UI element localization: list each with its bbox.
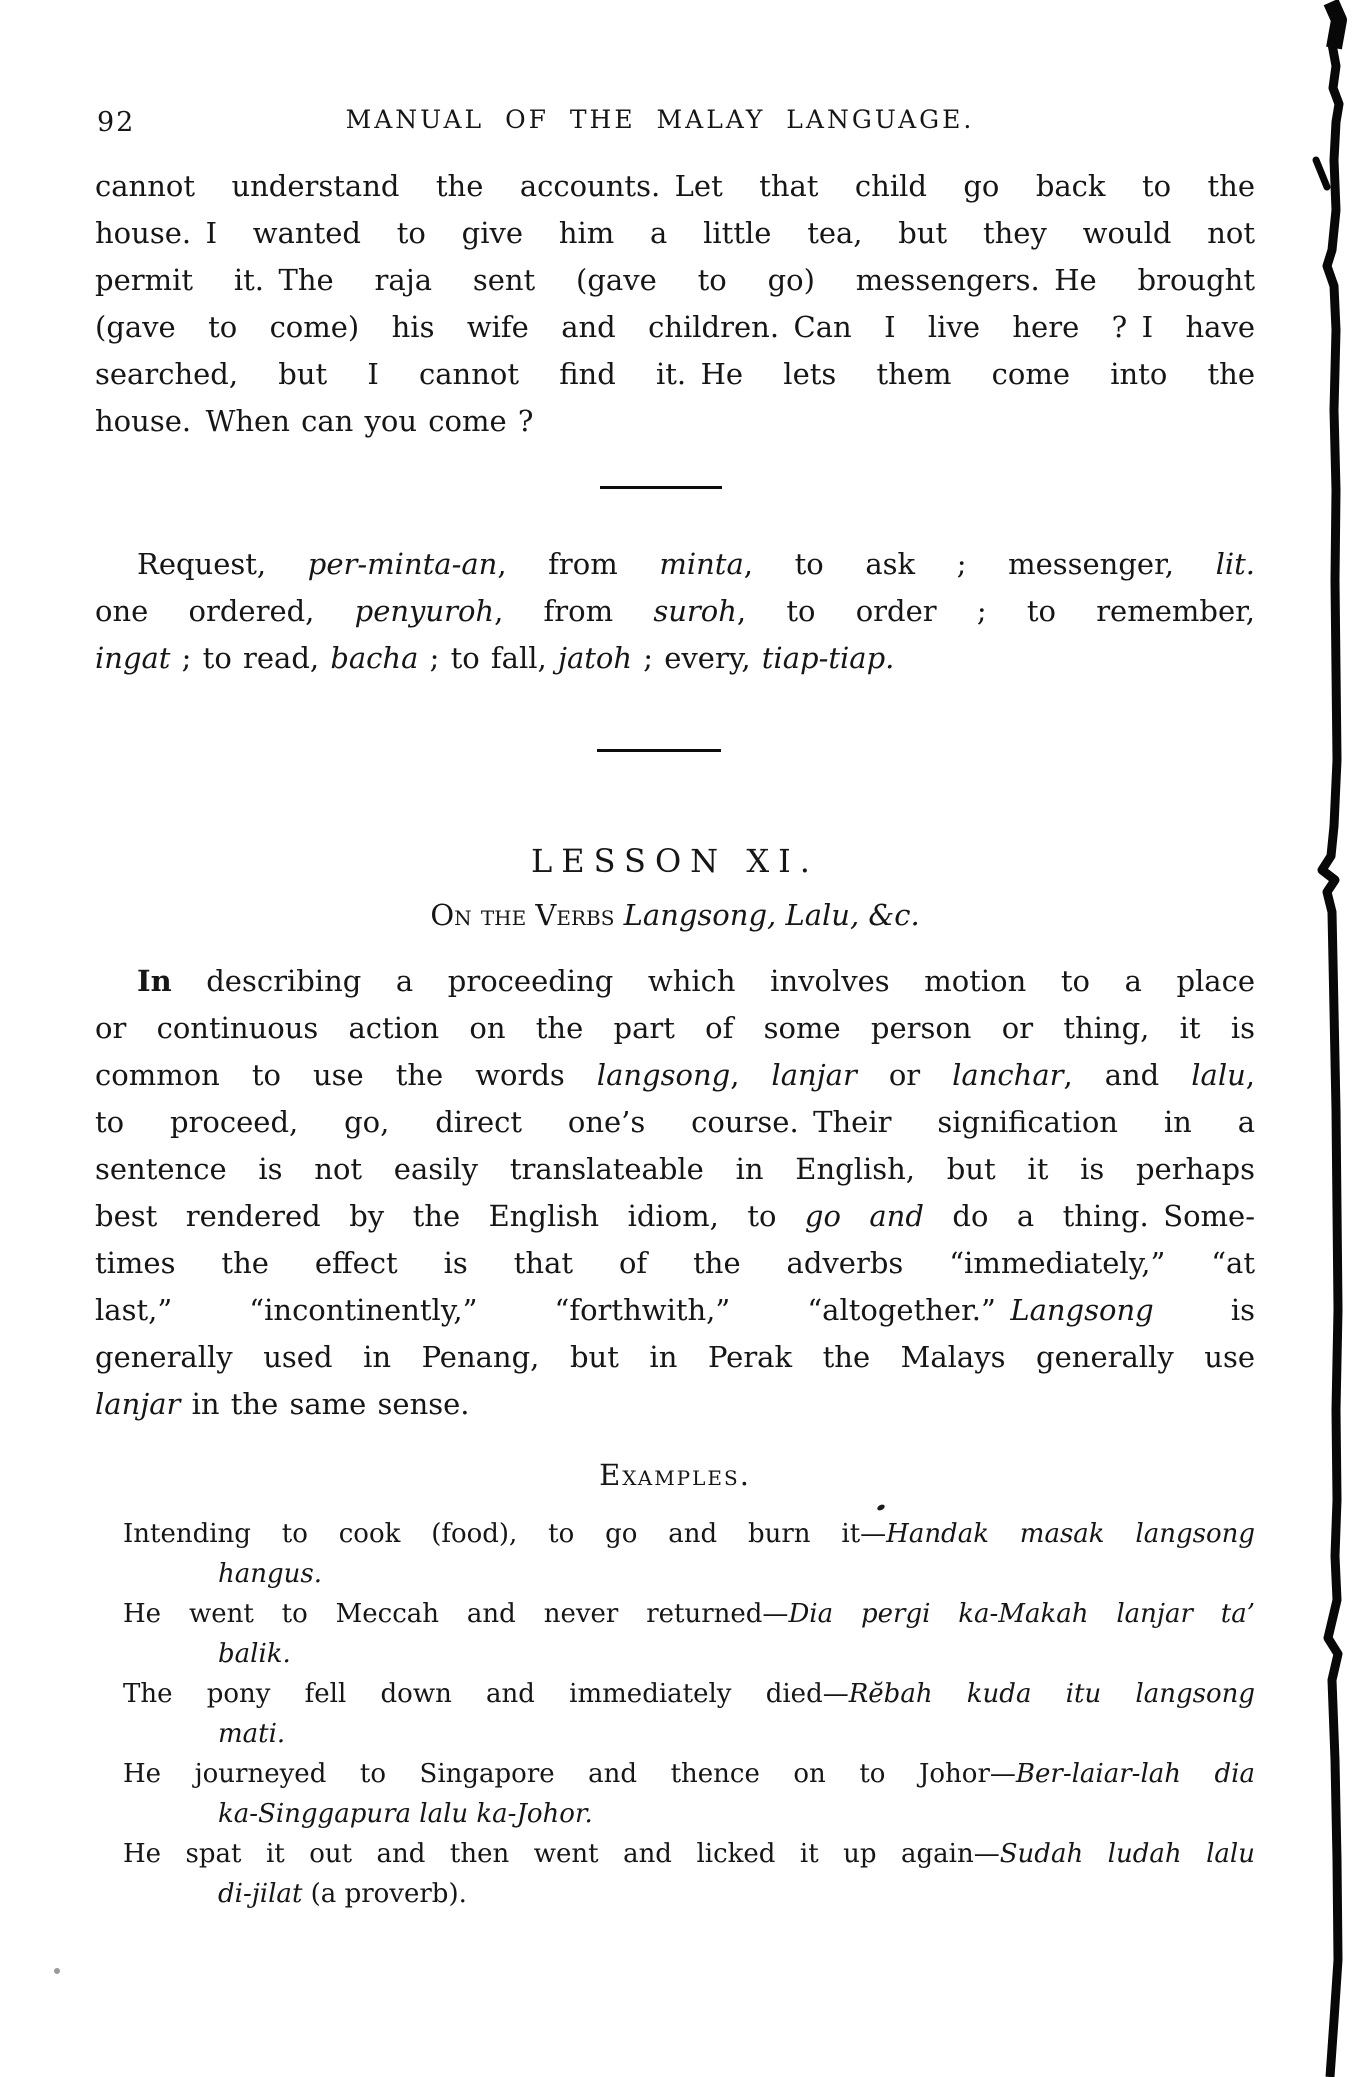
scan-speck xyxy=(876,1503,885,1511)
examples-list xyxy=(95,1514,1255,1914)
example-item: He went to Meccah and never returned—Dia pergi ka-Makah lanjar ta’ balik. xyxy=(123,1599,1255,1669)
section-divider xyxy=(600,486,722,489)
example-item: The pony fell down and immediately died—Rĕbah kuda itu langsong mati. xyxy=(123,1679,1256,1749)
section-divider xyxy=(597,749,721,752)
scan-artifact-stroke xyxy=(1316,160,1327,187)
page-header xyxy=(95,103,1255,145)
scan-speck xyxy=(54,1968,60,1974)
paragraph-lesson-body: In describing a proceeding which involves motion to a place or continuous action on the part of some person or thing, it is common to use the words langsong, lanjar or lanchar, and lalu, to proceed, go, direct one’s course. Their signification in a sentence is not easily translateable in English, but it is perhaps best rendered by the English idiom, to go and do a thing. Some- times the effect is that of the adverbs “immediately,” “at last,” “incontinently,” “forthwith,” “altogether.” Langsong is generally used in Penang, but in Perak the Malays generally use lanjar in the same sense. xyxy=(95,964,1255,1421)
page-number: 92 xyxy=(97,107,136,138)
lesson-heading: LESSON XI. xyxy=(531,842,819,880)
examples-heading: Examples. xyxy=(599,1458,751,1492)
example-item: He spat it out and then went and licked it up again—Sudah ludah lalu di-jilat (a proverb). xyxy=(123,1839,1255,1909)
example-item: Intending to cook (food), to go and burn it—Handak masak langsong hangus. xyxy=(123,1519,1255,1589)
paragraph-vocabulary: Request, per-minta-an, from minta, to ask ; messenger, lit. one ordered, penyuroh, from suroh, to order ; to remember, ingat ; to read, bacha ; to fall, jatoh ; every, tiap-tiap. xyxy=(95,547,1256,675)
page-title: MANUAL OF THE MALAY LANGUAGE. xyxy=(345,105,975,134)
example-item: He journeyed to Singapore and thence on to Johor—Ber-laiar-lah dia ka-Singgapura lalu ka-Johor. xyxy=(123,1759,1256,1829)
paragraph-exercise: cannot understand the accounts. Let that child go back to the house. I wanted to give him a little tea, but they would not permit it. The raja sent (gave to go) messengers. He brought (gave to come) his wife and children. Can I live here ? I have searched, but I cannot find it. He lets them come into the house. When can you come ? xyxy=(95,169,1255,438)
lesson-subtitle: On the Verbs Langsong, Lalu, &c. xyxy=(430,898,920,932)
